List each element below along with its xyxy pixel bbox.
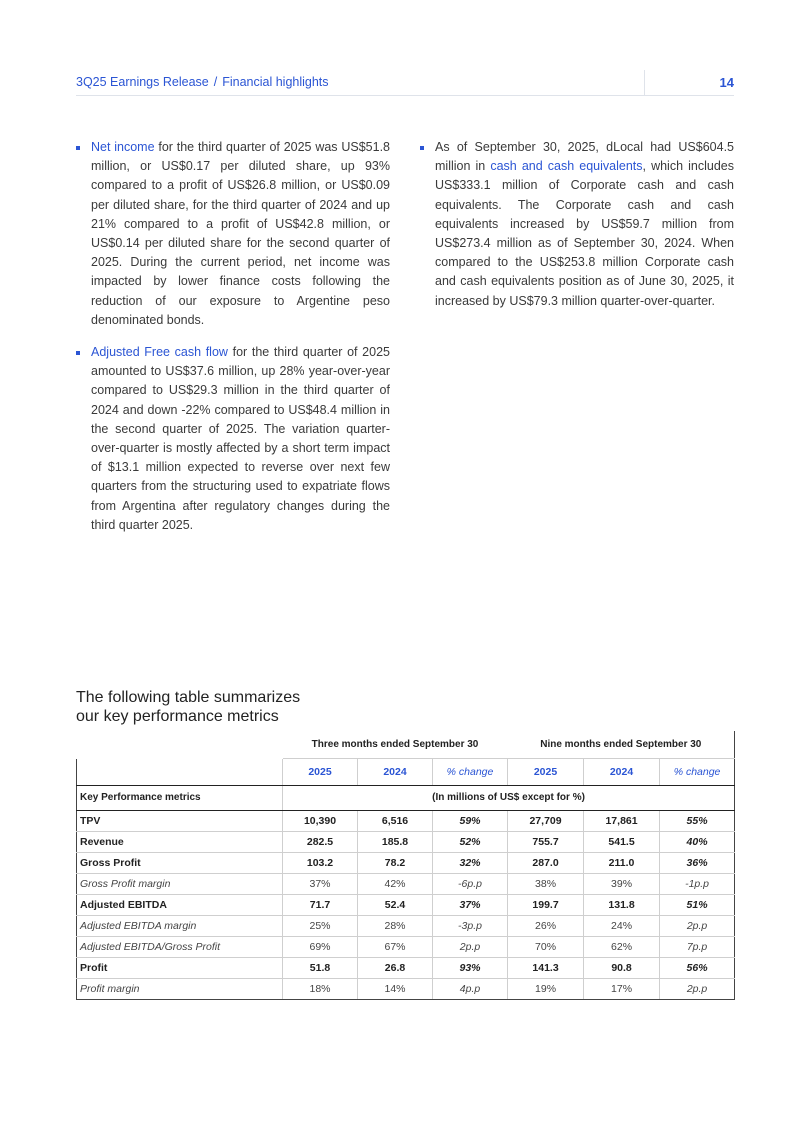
cell-nine-2024: 17,861 [584,810,660,831]
units-note: (In millions of US$ except for %) [283,785,735,810]
cell-nine-2024: 62% [584,936,660,957]
row-label: Gross Profit margin [77,873,283,894]
cell-three-2025: 37% [283,873,358,894]
cell-nine-2025: 287.0 [508,852,584,873]
cell-nine-2024: 90.8 [584,957,660,978]
col-three-change: % change [433,758,508,785]
table-row [77,852,735,873]
net-income-link[interactable]: Net income [91,140,155,154]
header-divider [644,70,645,96]
col-three-2025: 2025 [283,758,358,785]
cell-three-2024: 185.8 [358,831,433,852]
left-column [74,138,390,548]
cell-three-2025: 103.2 [283,852,358,873]
cell-three-2024: 67% [358,936,433,957]
cash-equivalents-link[interactable]: cash and cash equivalents [490,159,643,174]
cash-text-post: , which includes US$333.1 million of Corporate cash and cash equivalents. The Corporate cash and cash equivalents increased by US$59.7 million from US$273.4 million as of September 30, 2024. When compared to the US$253.8 million Corporate cash and cash equivalents position as of June 30, 2025, it increased by US$79.3 million quarter-over-quarter. [435,159,734,308]
cell-three-change: 59% [433,810,508,831]
net-income-text: for the third quarter of 2025 was US$51.8 million, or US$0.17 per diluted share, up 93% compared to a profit of US$26.8 million, or US$0.09 per diluted share, for the third quarter of 2024 and up 21% compared to a profit of US$42.8 million, or US$0.14 per diluted share for the second quarter of 2025. During the current period, net income was impacted by lower finance costs following the reduction of our exposure to Argentine peso denominated bonds. [91,140,390,327]
cell-three-change: 2p.p [433,936,508,957]
cell-nine-change: 2p.p [660,978,735,999]
cell-three-2024: 26.8 [358,957,433,978]
cell-nine-2025: 755.7 [508,831,584,852]
row-label: Adjusted EBITDA margin [77,915,283,936]
row-label: Profit [77,957,283,978]
year-header-row [77,758,735,785]
table-row [77,978,735,999]
cell-three-2024: 14% [358,978,433,999]
cell-nine-change: 51% [660,894,735,915]
kpi-table [76,731,735,1000]
cell-nine-2025: 27,709 [508,810,584,831]
cell-nine-2025: 141.3 [508,957,584,978]
cell-three-2024: 28% [358,915,433,936]
cell-three-2024: 78.2 [358,852,433,873]
cell-three-2025: 51.8 [283,957,358,978]
cell-three-2024: 6,516 [358,810,433,831]
free-cash-flow-paragraph [74,343,390,535]
cell-nine-change: 40% [660,831,735,852]
nine-months-header: Nine months ended September 30 [508,731,735,758]
cell-three-change: 52% [433,831,508,852]
cell-three-2025: 18% [283,978,358,999]
cell-nine-change: 2p.p [660,915,735,936]
cell-nine-2024: 131.8 [584,894,660,915]
row-label: Profit margin [77,978,283,999]
cell-nine-change: 56% [660,957,735,978]
cell-nine-2025: 19% [508,978,584,999]
empty-cell [77,758,283,785]
page-header [76,70,734,96]
cell-three-2025: 25% [283,915,358,936]
cell-three-2024: 52.4 [358,894,433,915]
cell-nine-2025: 199.7 [508,894,584,915]
cell-three-2025: 71.7 [283,894,358,915]
cell-nine-2024: 24% [584,915,660,936]
row-label: Adjusted EBITDA [77,894,283,915]
cell-nine-2025: 70% [508,936,584,957]
period-group-row [77,731,735,758]
cell-nine-2025: 38% [508,873,584,894]
document-title: 3Q25 Earnings Release [76,75,209,89]
cell-nine-2025: 26% [508,915,584,936]
table-row [77,936,735,957]
cell-three-change: -3p.p [433,915,508,936]
table-title [76,688,376,726]
table-row [77,894,735,915]
cell-nine-2024: 39% [584,873,660,894]
cell-three-2025: 69% [283,936,358,957]
cash-paragraph [418,138,734,311]
breadcrumb-separator: / [213,75,218,89]
cell-three-change: 4p.p [433,978,508,999]
empty-cell [77,731,283,758]
table-title-line-2: our key performance metrics [76,708,279,725]
col-three-2024: 2024 [358,758,433,785]
three-months-header: Three months ended September 30 [283,731,508,758]
table-row [77,915,735,936]
row-label: Adjusted EBITDA/Gross Profit [77,936,283,957]
cell-nine-change: 55% [660,810,735,831]
row-header-label: Key Performance metrics [77,785,283,810]
net-income-paragraph [74,138,390,330]
cell-three-2025: 10,390 [283,810,358,831]
cell-three-change: 32% [433,852,508,873]
page-number: 14 [719,75,734,90]
table-row [77,831,735,852]
header-title [76,75,329,89]
free-cash-flow-link[interactable]: Adjusted Free cash flow [91,345,228,360]
cell-three-change: 37% [433,894,508,915]
units-row [77,785,735,810]
table-title-line-1: The following table summarizes [76,689,301,706]
cell-three-change: -6p.p [433,873,508,894]
row-label: Revenue [77,831,283,852]
cell-nine-2024: 211.0 [584,852,660,873]
row-label: TPV [77,810,283,831]
cell-nine-change: 7p.p [660,936,735,957]
cell-three-2024: 42% [358,873,433,894]
col-nine-2024: 2024 [584,758,660,785]
cell-nine-change: -1p.p [660,873,735,894]
section-title: Financial highlights [222,75,329,89]
cell-nine-2024: 541.5 [584,831,660,852]
cell-nine-2024: 17% [584,978,660,999]
table-row [77,957,735,978]
table-row [77,873,735,894]
right-column [418,138,734,324]
cell-three-2025: 282.5 [283,831,358,852]
cell-three-change: 93% [433,957,508,978]
table-row [77,810,735,831]
cell-nine-change: 36% [660,852,735,873]
col-nine-change: % change [660,758,735,785]
row-label: Gross Profit [77,852,283,873]
free-cash-flow-text: for the third quarter of 2025 amounted to US$37.6 million, up 28% year-over-year compared to US$29.3 million in the third quarter of 2024 and down -22% compared to US$48.4 million in the second quarter of 2025. The variation quarter-over-quarter is mostly affected by a short term impact of $13.1 million expected to reverse over next few quarters from the structuring used to expatriate flows from Argentina after regulatory changes during the third quarter 2025. [91,345,390,532]
cash-text-pre: As of September 30, 2025, dLocal had US$604.5 million in [435,140,734,174]
col-nine-2025: 2025 [508,758,584,785]
